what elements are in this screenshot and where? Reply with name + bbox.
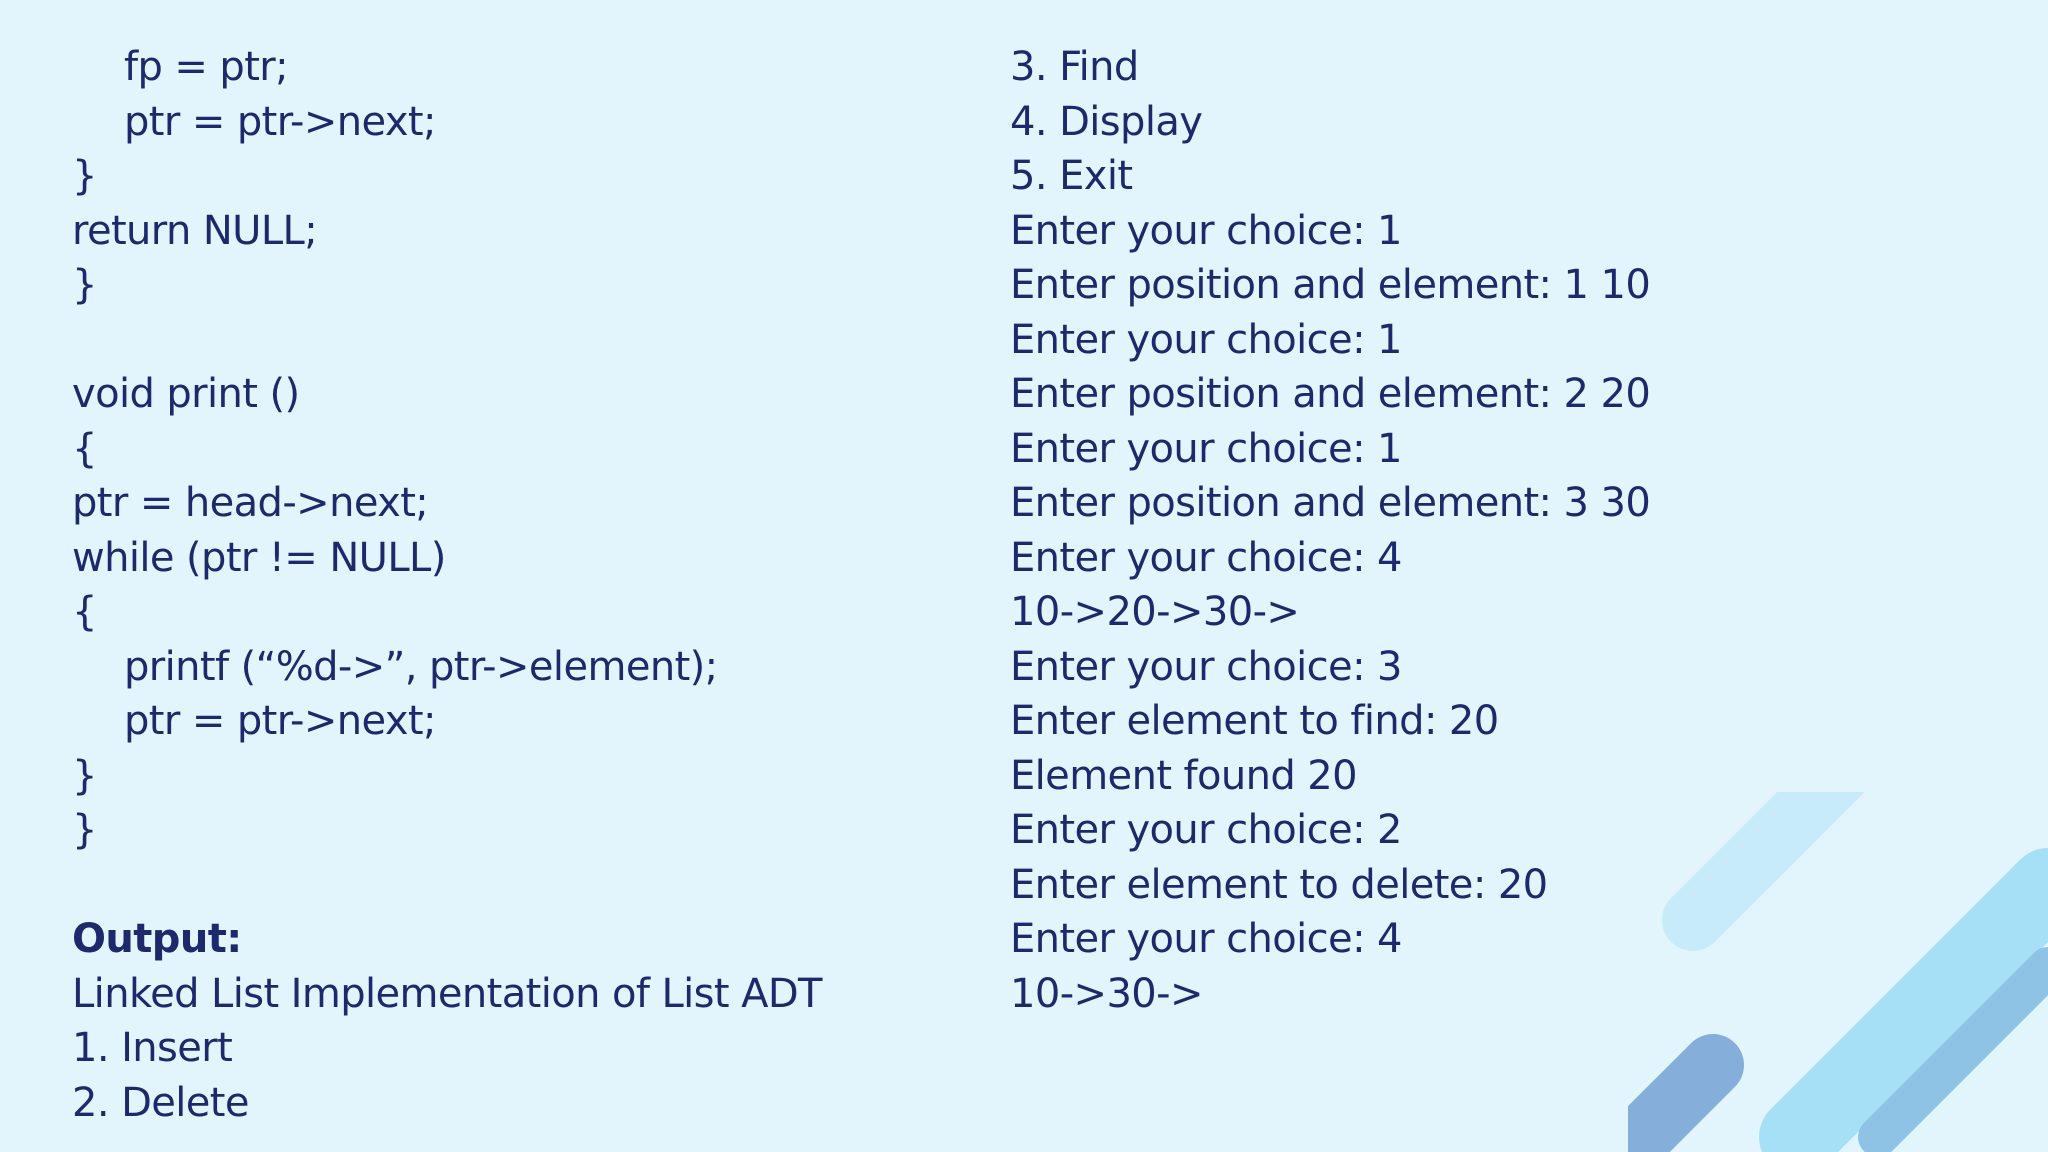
output-line: Element found 20 (1010, 752, 1357, 799)
output-line: 10->30-> (1010, 970, 1203, 1017)
code-line: printf (“%d->”, ptr->element); (124, 643, 718, 690)
output-line: Enter position and element: 1 10 (1010, 262, 1651, 308)
output-line: Enter position and element: 2 20 (1010, 371, 1651, 417)
output-line: Enter your choice: 1 (1010, 207, 1402, 254)
output-line: Enter position and element: 3 30 (1010, 480, 1651, 526)
code-line: } (72, 807, 97, 853)
code-line: ptr = ptr->next; (124, 98, 436, 145)
code-line: fp = ptr; (124, 44, 289, 90)
code-line (72, 313, 972, 368)
output-line: Enter element to delete: 20 (1010, 861, 1548, 908)
code-line: } (72, 752, 97, 799)
code-line: void print () (72, 371, 300, 417)
code-line (72, 858, 972, 913)
output-line: 10->20->30-> (1010, 589, 1300, 635)
output-line: Enter your choice: 3 (1010, 643, 1402, 690)
output-line: Enter element to find: 20 (1010, 698, 1499, 744)
stripe-dark (1628, 1065, 1713, 1152)
output-line: Enter your choice: 4 (1010, 916, 1402, 962)
code-line: } (72, 262, 97, 308)
code-line: 2. Delete (72, 1079, 249, 1126)
code-line: return NULL; (72, 207, 318, 254)
output-line: 3. Find (1010, 44, 1139, 90)
output-line: 5. Exit (1010, 153, 1133, 199)
code-line: ptr = ptr->next; (124, 698, 436, 744)
code-line: 1. Insert (72, 1025, 233, 1071)
code-line: } (72, 153, 97, 199)
output-line: Enter your choice: 2 (1010, 807, 1402, 853)
stripe-light (1693, 792, 1839, 920)
output-line: 4. Display (1010, 98, 1203, 145)
decorative-stripes (1628, 792, 2048, 1152)
output-line: Enter your choice: 4 (1010, 534, 1402, 581)
code-line: while (ptr != NULL) (72, 534, 446, 581)
code-line: ptr = head->next; (72, 480, 429, 526)
output-heading: Output: (72, 916, 242, 962)
code-line: { (72, 425, 97, 472)
output-line: Enter your choice: 1 (1010, 316, 1402, 363)
code-line: { (72, 589, 97, 635)
code-line: Linked List Implementation of List ADT (72, 970, 822, 1017)
output-line: Enter your choice: 1 (1010, 425, 1402, 472)
code-column (72, 40, 972, 1130)
